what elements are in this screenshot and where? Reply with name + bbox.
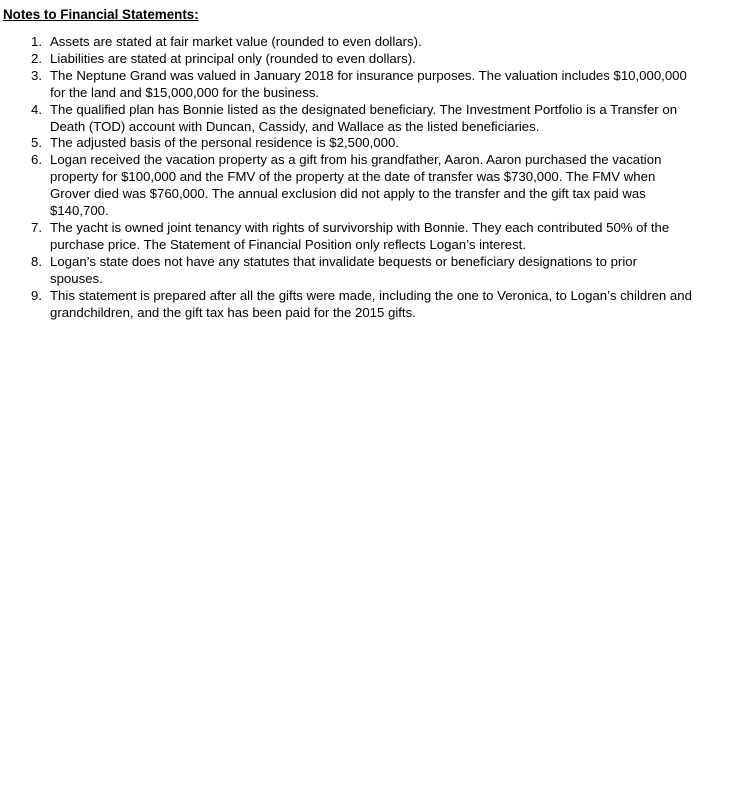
notes-list	[22, 34, 692, 321]
note-number: 4.	[31, 101, 42, 117]
note-item	[22, 51, 692, 68]
note-number: 3.	[31, 67, 42, 83]
note-number: 1.	[31, 34, 42, 49]
note-text: The adjusted basis of the personal residence is $2,500,000.	[50, 135, 399, 151]
note-item	[22, 220, 692, 254]
note-text: Liabilities are stated at principal only (rounded to even dollars).	[50, 50, 416, 66]
note-item	[22, 254, 692, 288]
note-text: Logan’s state does not have any statutes that invalidate bequests or beneficiary designations to prior spouses.	[50, 253, 637, 286]
note-number: 7.	[31, 219, 42, 235]
note-number: 2.	[31, 50, 42, 66]
note-text: The qualified plan has Bonnie listed as the designated beneficiary. The Investment Portfolio is a Transfer on Death (TOD) account with Duncan, Cassidy, and Wallace as the listed beneficiaries.	[50, 101, 678, 134]
note-number: 5.	[31, 135, 42, 151]
note-text: The yacht is owned joint tenancy with rights of survivorship with Bonnie. They each contributed 50% of the purchase price. The Statement of Financial Position only reflects Logan’s interest.	[50, 219, 670, 252]
note-item	[22, 68, 692, 102]
note-number: 6.	[31, 152, 42, 168]
note-item	[22, 102, 692, 136]
note-text: The Neptune Grand was valued in January 2018 for insurance purposes. The valuation includes $10,000,000 for the land and $15,000,000 for the business.	[50, 67, 687, 100]
note-number: 8.	[31, 253, 42, 269]
note-text: Assets are stated at fair market value (rounded to even dollars).	[50, 34, 422, 49]
note-item	[22, 34, 692, 51]
note-item	[22, 288, 692, 322]
note-item	[22, 135, 692, 152]
note-number: 9.	[31, 287, 42, 303]
note-text: Logan received the vacation property as a gift from his grandfather, Aaron. Aaron purchased the vacation property for $100,000 and the FMV of the property at the date of transfer was $730,000. The FMV when Grover died was $760,000. The annual exclusion did not apply to the transfer and the gift tax paid was $140,700.	[50, 152, 662, 219]
notes-heading: Notes to Financial Statements:	[3, 7, 199, 22]
note-item	[22, 152, 692, 220]
note-text: This statement is prepared after all the gifts were made, including the one to Veronica, to Logan’s children and grandchildren, and the gift tax has been paid for the 2015 gifts.	[50, 287, 692, 320]
